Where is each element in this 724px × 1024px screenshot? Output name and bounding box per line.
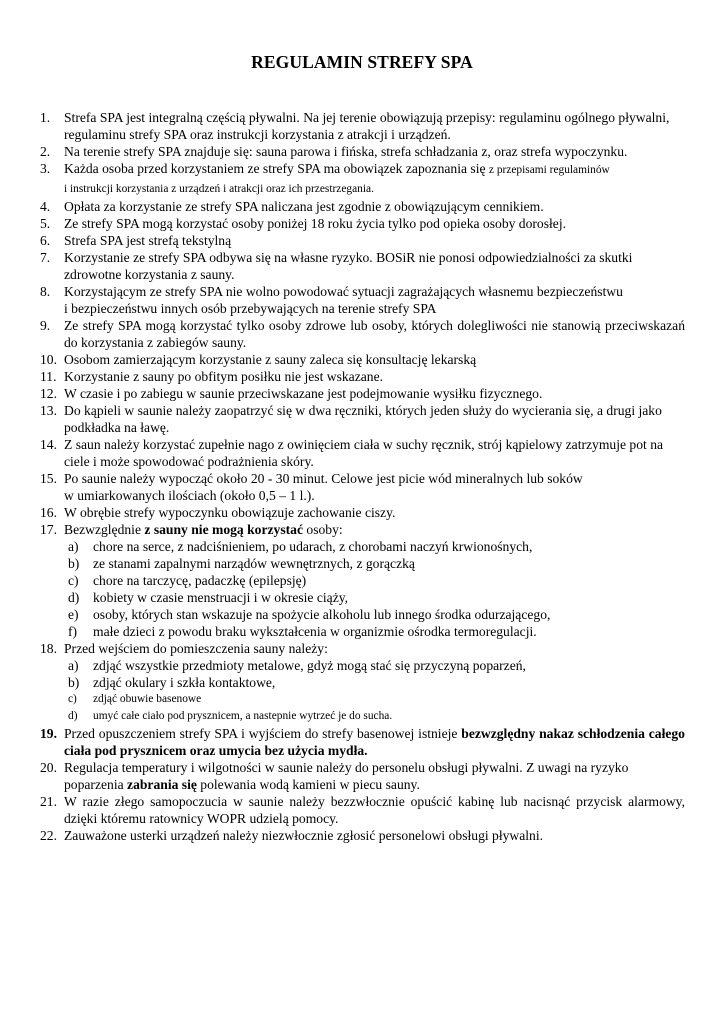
sub-item-letter: f) — [68, 624, 78, 639]
rule-number: 10. — [40, 352, 57, 367]
rule-text: Korzystającym ze strefy SPA nie wolno powodować sytuacji zagrażających własnemu bezpieczeństwu — [64, 284, 623, 299]
rule-21 — [40, 793, 685, 827]
rule-18 — [40, 640, 685, 725]
rule-7 — [40, 249, 685, 283]
rule-text: Ze strefy SPA mogą korzystać tylko osoby zdrowe lub osoby, których dolegliwości nie stanowią przeciwskazań do korzystania z zabiegów sauny. — [64, 318, 685, 350]
rule-text: polewania wodą kamieni w piecu sauny. — [196, 777, 420, 792]
rule-text: Na terenie strefy SPA znajduje się: sauna parowa i fińska, strefa schładzania z, oraz strefa wypoczynku. — [64, 144, 628, 159]
sub-list — [64, 657, 685, 725]
rule-3 — [40, 160, 685, 198]
rule-number: 14. — [40, 437, 57, 452]
sub-item-text: zdjąć obuwie basenowe — [93, 693, 202, 705]
rules-list — [40, 109, 685, 844]
rule-number: 4. — [40, 199, 51, 214]
sub-item — [64, 674, 685, 691]
rule-text-bold: z sauny nie mogą korzystać — [144, 522, 303, 537]
rule-number: 15. — [40, 471, 57, 486]
sub-item-letter: b) — [68, 556, 80, 571]
sub-item — [64, 708, 685, 725]
rule-text: osoby: — [303, 522, 343, 537]
rule-text: W obrębie strefy wypoczynku obowiązuje zachowanie ciszy. — [64, 505, 396, 520]
rule-8 — [40, 283, 685, 317]
rule-number: 11. — [40, 369, 57, 384]
sub-item-text: zdjąć okulary i szkła kontaktowe, — [93, 675, 276, 690]
rule-6 — [40, 232, 685, 249]
rule-20 — [40, 759, 685, 793]
rule-22 — [40, 827, 685, 844]
rule-text-small: z przepisami regulaminów — [488, 164, 610, 176]
rule-17 — [40, 521, 685, 640]
sub-item-letter: e) — [68, 607, 79, 622]
rule-19 — [40, 725, 685, 759]
rule-16 — [40, 504, 685, 521]
rule-text: W razie złego samopoczucia w saunie należy bezzwłocznie opuścić kabinę lub nacisnąć przycisk alarmowy, dzięki któremu ratownicy WOPR udzielą pomocy. — [64, 794, 685, 826]
sub-item — [64, 538, 685, 555]
rule-14 — [40, 436, 685, 470]
rule-9 — [40, 317, 685, 351]
rule-number: 5. — [40, 216, 51, 231]
rule-text: Przed opuszczeniem strefy SPA i wyjściem do strefy basenowej istnieje — [64, 726, 462, 741]
sub-item — [64, 589, 685, 606]
rule-text: Zauważone usterki urządzeń należy niezwłocznie zgłosić personelowi obsługi pływalni. — [64, 828, 544, 843]
rule-text: Korzystanie ze strefy SPA odbywa się na własne ryzyko. BOSiR nie ponosi odpowiedzialności za skutki zdrowotne korzystania z sauny. — [64, 250, 633, 282]
rule-number: 6. — [40, 233, 51, 248]
rule-text: Do kąpieli w saunie należy zaopatrzyć się w dwa ręczniki, których jeden służy do wycierania się, a drugi jako podkładka na ławę. — [64, 403, 662, 435]
rule-number: 21. — [40, 794, 57, 809]
rule-text: Przed wejściem do pomieszczenia sauny należy: — [64, 641, 328, 656]
sub-item-letter: a) — [68, 539, 79, 554]
sub-item — [64, 555, 685, 572]
rule-number: 20. — [40, 760, 57, 775]
rule-text-bold: zabrania się — [127, 777, 197, 792]
rule-12 — [40, 385, 685, 402]
sub-item-text: małe dzieci z powodu braku wykształcenia w organizmie ośrodka termoregulacji. — [93, 624, 537, 639]
sub-item — [64, 657, 685, 674]
rule-text: Osobom zamierzającym korzystanie z sauny zaleca się konsultację lekarską — [64, 352, 477, 367]
rule-text: Ze strefy SPA mogą korzystać osoby poniżej 18 roku życia tylko pod opieka osoby dorosłej. — [64, 216, 567, 231]
rule-number: 19. — [40, 726, 57, 741]
sub-item — [64, 606, 685, 623]
rule-text-bold: bezwzględny nakaz schłodzenia całego ciała pod prysznicem oraz umycia bez użycia mydła. — [64, 726, 685, 758]
rule-text: Regulacja temperatury i wilgotności w saunie należy do personelu obsługi pływalni. Z uwagi na ryzyko poparzenia — [64, 760, 629, 792]
rule-text: W czasie i po zabiegu w saunie przeciwskazane jest podejmowanie wysiłku fizycznego. — [64, 386, 543, 401]
rule-4 — [40, 198, 685, 215]
rule-10 — [40, 351, 685, 368]
rule-number: 22. — [40, 828, 57, 843]
sub-item-text: kobiety w czasie menstruacji i w okresie ciąży, — [93, 590, 349, 605]
rule-text: Opłata za korzystanie ze strefy SPA naliczana jest zgodnie z obowiązującym cennikiem. — [64, 199, 544, 214]
sub-item-letter: d) — [68, 590, 80, 605]
sub-item-text: chore na serce, z nadciśnieniem, po udarach, z chorobami naczyń krwionośnych, — [93, 539, 533, 554]
rule-text: Strefa SPA jest integralną częścią pływalni. Na jej terenie obowiązują przepisy: regulaminu ogólnego pływalni, regulaminu strefy SPA oraz instrukcji korzystania z atrakcji i urządzeń. — [64, 110, 670, 142]
rule-number: 8. — [40, 284, 51, 299]
rule-number: 12. — [40, 386, 57, 401]
rule-1 — [40, 109, 685, 143]
rule-2 — [40, 143, 685, 160]
sub-item-text: zdjąć wszystkie przedmioty metalowe, gdyż mogą stać się przyczyną poparzeń, — [93, 658, 526, 673]
rule-number: 13. — [40, 403, 57, 418]
sub-item-letter: b) — [68, 675, 80, 690]
rule-text: Z saun należy korzystać zupełnie nago z owinięciem ciała w suchy ręcznik, strój kąpielowy zatrzymuje pot na ciele i może spowodować podrażnienia skóry. — [64, 437, 664, 469]
sub-item-text: ze stanami zapalnymi narządów wewnętrznych, z gorączką — [93, 556, 415, 571]
sub-item-letter: d) — [68, 710, 78, 722]
rule-number: 3. — [40, 161, 51, 176]
rule-number: 1. — [40, 110, 51, 125]
rule-number: 17. — [40, 522, 57, 537]
rule-text: Po saunie należy wypocząć około 20 - 30 minut. Celowe jest picie wód mineralnych lub soków — [64, 471, 583, 486]
rule-text: Strefa SPA jest strefą tekstylną — [64, 233, 232, 248]
rule-text: Bezwzględnie — [64, 522, 145, 537]
rule-text: Korzystanie z sauny po obfitym posiłku nie jest wskazane. — [64, 369, 384, 384]
sub-item — [64, 623, 685, 640]
sub-item — [64, 691, 685, 708]
sub-item-letter: c) — [68, 573, 79, 588]
sub-item-text: umyć całe ciało pod prysznicem, a nastepnie wytrzeć je do sucha. — [93, 710, 393, 722]
sub-item-text: osoby, których stan wskazuje na spożycie alkoholu lub innego środka odurzającego, — [93, 607, 551, 622]
sub-item-letter: c) — [68, 693, 77, 705]
sub-item-letter: a) — [68, 658, 79, 673]
page-title: REGULAMIN STREFY SPA — [251, 52, 473, 72]
rule-number: 18. — [40, 641, 57, 656]
rule-11 — [40, 368, 685, 385]
rule-text: i bezpieczeństwu innych osób przebywających na terenie strefy SPA — [64, 301, 437, 316]
rule-number: 7. — [40, 250, 51, 265]
rule-number: 16. — [40, 505, 57, 520]
sub-list — [64, 538, 685, 640]
sub-item-text: chore na tarczycę, padaczkę (epilepsję) — [93, 573, 307, 588]
rule-text: Każda osoba przed korzystaniem ze strefy SPA ma obowiązek zapoznania się — [64, 161, 489, 176]
rule-5 — [40, 215, 685, 232]
rule-number: 9. — [40, 318, 51, 333]
rule-text-small: i instrukcji korzystania z urządzeń i atrakcji oraz ich przestrzegania. — [64, 183, 374, 195]
rule-number: 2. — [40, 144, 51, 159]
sub-item — [64, 572, 685, 589]
rule-15 — [40, 470, 685, 504]
rule-13 — [40, 402, 685, 436]
rule-text: w umiarkowanych ilościach (około 0,5 – 1 l.). — [64, 488, 315, 503]
